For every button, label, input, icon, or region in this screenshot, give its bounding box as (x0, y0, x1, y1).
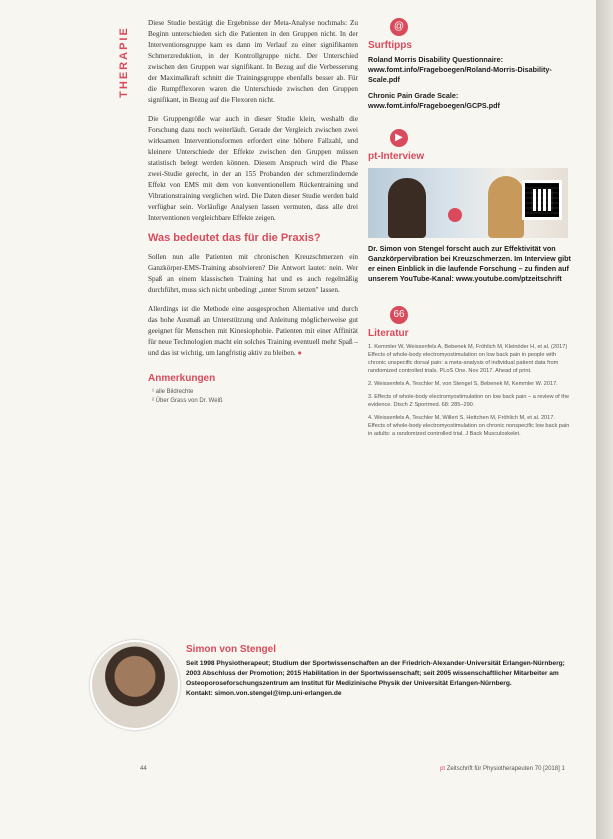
paragraph-1: Diese Studie bestätigt die Ergebnisse der Meta-Analyse nochmals: Zu Beginn unterschieden sich die Patienten in den Gruppen nicht. In der Interventionsgruppe kam es dann im Verlauf zu einer signifikanten Schmerzreduktion, in der Kontrollgruppe nicht. Der Unterschied zwischen den Gruppen war signifikant. In Bezug auf die Verbesserung der Maximalkraft schnitt die Trainingsgruppe ebenfalls besser ab. Für die Rumpfflexoren waren die Unterschiede zwischen den Gruppen signifikant, in Bezug auf die Flexoren nicht. (148, 19, 358, 104)
surftipp-1-label: Roland Morris Disability Questionnaire: (368, 55, 503, 64)
author-bio (90, 636, 580, 734)
surftipp-2-label: Chronic Pain Grade Scale: (368, 91, 459, 100)
at-icon: @ (390, 18, 408, 36)
paragraph-4-text: Allerdings ist die Methode eine ausgesprochen Alternative und durch das hohe Ausmaß an Unterstützung und Anleitung möglicherweise gut geeignet für Menschen mit Kinesiophobie. Patienten mit einer Affinität für neue Technologien macht ein solches Training eventuell mehr Spaß – und das ist wichtig, um langfristig aktiv zu bleiben. (148, 305, 358, 357)
author-bio-text (186, 644, 576, 699)
interviewee-figure (388, 178, 426, 238)
literature-item: 2. Weissenfels A, Teschler M, von Stengel S, Bebenek M, Kemmler W. 2017. (368, 381, 558, 387)
publication-issue: 70 [2018] 1 (534, 766, 565, 772)
practice-heading: Was bedeutet das für die Praxis? (148, 232, 321, 244)
author-name: Simon von Stengel (186, 644, 277, 655)
play-icon: ▶ (390, 129, 408, 147)
surftipp-2 (368, 91, 573, 111)
publication-name: Zeitschrift für Physiotherapeuten (446, 766, 534, 772)
literature-item: 3. Effects of whole-body electromyostimulation on low back pain – a review of the evidence. Dtsch Z Sportmed. 68: 285–290. (368, 394, 570, 408)
note-1: ¹ alle Bildrechte (152, 389, 194, 395)
surftipp-2-link[interactable]: www.fomt.info/Frageboegen/GCPS.pdf (368, 101, 500, 110)
literature-item: 4. Weissenfels A, Teschler M, Willert S, Hettchen M, Fröhlich M, et al. 2017. Effects of whole-body electromyostimulation on chronic nonspecific low back pain in adults: a randomized controlled trial. J Back Musculoskelet. (368, 415, 570, 437)
section-label-text: THERAPIE (118, 26, 130, 98)
author-description: Seit 1998 Physiotherapeut; Studium der Sportwissenschaften an der Friedrich-Alexander-Universität Erlangen-Nürnberg; 2003 Abschluss der Promotion; 2015 Habilitation in der Sportwissenschaft; seit 2005 wissenschaftlicher Mitarbeiter am Osteoporoseforschungszentrum am Institut für Medizinische Physik der Universität Erlangen-Nürnberg. (186, 660, 565, 687)
notes-heading: Anmerkungen (148, 373, 216, 384)
page-binding (596, 0, 613, 839)
publication-footer (440, 766, 565, 772)
section-label (114, 20, 134, 110)
quote-icon: 66 (390, 306, 408, 324)
interviewer-figure (488, 176, 524, 238)
right-column (368, 18, 573, 443)
end-mark: ● (297, 349, 302, 357)
paragraph-3: Sollen nun alle Patienten mit chronischen Kreuzschmerzen ein Ganzkörper-EMS-Training absolvieren? Die Antwort lautet: nein. Wer Spaß an einem klassischen Training hat und es auch regelmäßig durchführt, muss sich nicht unbedingt „unter Strom setzen" lassen. (148, 253, 358, 294)
microphone-icon (448, 208, 462, 222)
author-contact: Kontakt: simon.von.stengel@imp.uni-erlangen.de (186, 690, 342, 697)
page-number: 44 (140, 766, 147, 772)
author-avatar (90, 640, 180, 730)
publication-prefix: pt (440, 766, 446, 772)
note-2: ² Über Grass von Dr. Weiß (152, 398, 223, 404)
interview-text: Dr. Simon von Stengel forscht auch zur Effektivität von Ganzkörpervibration bei Kreuzschmerzen. Im Interview gibt er einen Einblick in die laufende Forschung – zu finden auf unserem YouTube-Kanal: www.youtube.com/ptzeitschrift (368, 244, 571, 283)
surftipp-1-link[interactable]: www.fomt.info/Frageboegen/Roland-Morris-Disability-Scale.pdf (368, 65, 552, 84)
surftipps-heading: Surftipps (368, 40, 412, 51)
paragraph-2: Die Gruppengröße war auch in dieser Studie klein, weshalb die Forschung dazu noch weiterläuft. Gerade der Vergleich zwischen zwei wirksamen Interventionsformen erfordert eine höhere Fallzahl, und kleinere Unterschiede der Effekte zwischen den Gruppen müssen statistisch belegt werden können. Diesem Anspruch wird die Phase zwei-Studie gerecht, in der an 155 Probanden der schmerzlindernde Effekt von EMS mit dem von konventionellem Rückentraining und Vibrationstraining verglichen wird. Die Daten dieser Studie werden bald verfügbar sein. Vorläufige Analysen lassen vermuten, dass alle drei Interventionen vergleichbare Effekte zeigen. (148, 115, 358, 222)
qr-code-icon[interactable] (522, 180, 562, 220)
interview-heading: pt-Interview (368, 151, 425, 162)
literature-item: 1. Kemmler W, Weissenfels A, Bebenek M, Fröhlich M, Kleinöder H, et al. (2017) Effects of whole-body electromyostimulation on low back pain in people with chronic unspecific dorsal pain: a meta-analysis of individual patient data from randomized controlled trials. PLoS One. Nov 2017. Ahead of print. (368, 344, 568, 374)
surftipp-1 (368, 55, 573, 85)
left-column (148, 18, 358, 406)
interview-photo (368, 168, 568, 238)
paragraph-4 (148, 304, 358, 359)
literature-heading: Literatur (368, 328, 409, 339)
